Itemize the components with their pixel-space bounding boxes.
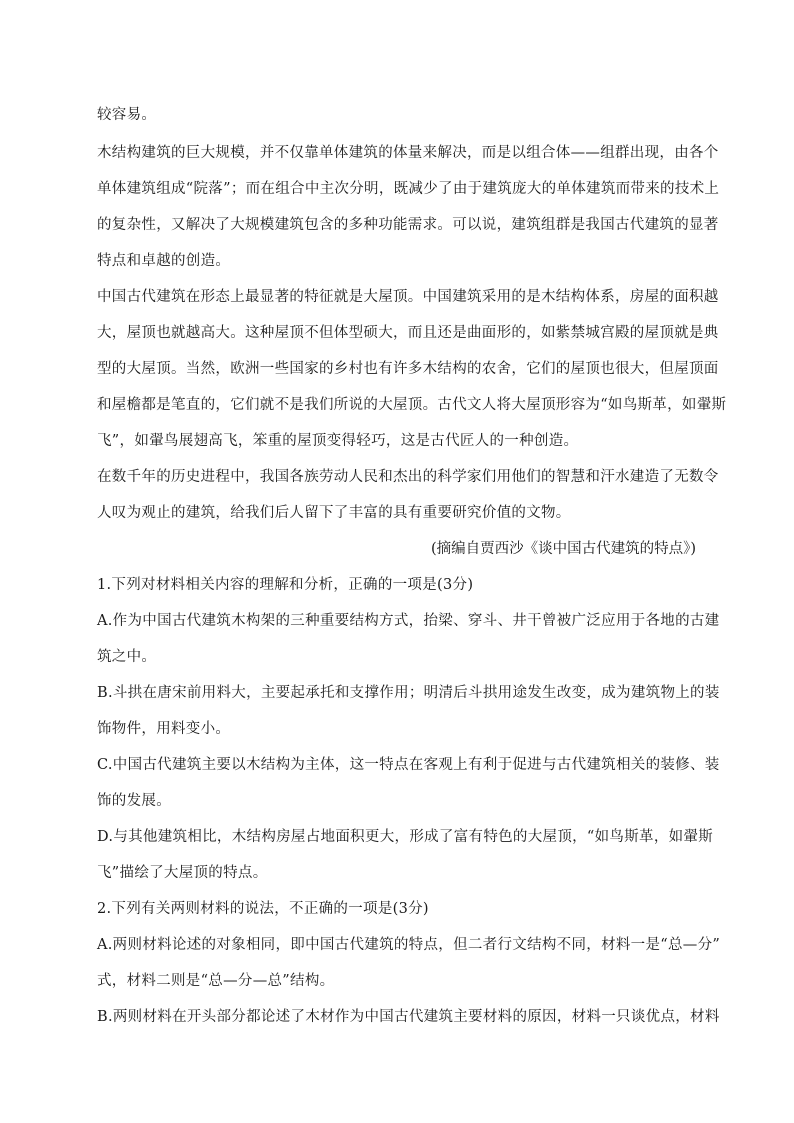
text-line: 飞”，如翬鸟展翅高飞，笨重的屋顶变得轻巧，这是古代匠人的一种创造。 bbox=[97, 433, 579, 449]
text-line: 在数千年的历史进程中，我国各族劳动人民和杰出的科学家们用他们的智慧和汗水建造了无数令 bbox=[97, 469, 719, 485]
answer-option: B.斗拱在唐宋前用料大，主要起承托和支撑作用；明清后斗拱用途发生改变，成为建筑物上的装 bbox=[97, 685, 720, 701]
text-line: 中国古代建筑在形态上最显著的特征就是大屋顶。中国建筑采用的是木结构体系，房屋的面积越 bbox=[97, 289, 719, 305]
answer-option: 飞”描绘了大屋顶的特点。 bbox=[97, 865, 268, 881]
text-line: 较容易。 bbox=[97, 107, 157, 123]
answer-option: B.两则材料在开头部分都论述了木材作为中国古代建筑主要材料的原因，材料一只谈优点，材料 bbox=[97, 1009, 720, 1025]
answer-option: 式，材料二则是“总—分—总”结构。 bbox=[97, 973, 335, 989]
answer-option: 饰的发展。 bbox=[97, 793, 171, 809]
answer-option: 筑之中。 bbox=[97, 649, 157, 665]
text-line: 特点和卓越的创造。 bbox=[97, 253, 231, 269]
text-line: 单体建筑组成“院落”；而在组合中主次分明，既减少了由于建筑庞大的单体建筑而带来的技术上 bbox=[97, 181, 720, 197]
source-citation: (摘编自贾西沙《谈中国古代建筑的特点》) bbox=[430, 541, 696, 557]
text-line: 大，屋顶也就越高大。这种屋顶不但体型硕大，而且还是曲面形的，如紫禁城宫殿的屋顶就是典 bbox=[97, 325, 719, 341]
text-line: 木结构建筑的巨大规模，并不仅靠单体建筑的体量来解决，而是以组合体——组群出现，由各个 bbox=[97, 145, 719, 161]
text-line: 和屋檐都是笔直的，它们就不是我们所说的大屋顶。古代文人将大屋顶形容为“如鸟斯革，如翬斯 bbox=[97, 397, 727, 413]
answer-option: C.中国古代建筑主要以木结构为主体，这一特点在客观上有利于促进与古代建筑相关的装修、装 bbox=[97, 757, 720, 773]
answer-option: A.两则材料论述的对象相同，即中国古代建筑的特点，但二者行文结构不同，材料一是“总—分” bbox=[97, 937, 721, 953]
answer-option: A.作为中国古代建筑木构架的三种重要结构方式，抬梁、穿斗、井干曾被广泛应用于各地的古建 bbox=[97, 613, 720, 629]
text-line: 的复杂性，又解决了大规模建筑包含的多种功能需求。可以说，建筑组群是我国古代建筑的显著 bbox=[97, 217, 719, 233]
text-line: 型的大屋顶。当然，欧洲一些国家的乡村也有许多木结构的农舍，它们的屋顶也很大，但屋顶面 bbox=[97, 361, 719, 377]
text-line: 人叹为观止的建筑，给我们后人留下了丰富的具有重要研究价值的文物。 bbox=[97, 505, 571, 521]
answer-option: D.与其他建筑相比，木结构房屋占地面积更大，形成了富有特色的大屋顶，“如鸟斯革，如翬斯 bbox=[97, 829, 714, 845]
question-stem: 1.下列对材料相关内容的理解和分析，正确的一项是(3分) bbox=[97, 577, 474, 593]
answer-option: 饰物件，用料变小。 bbox=[97, 721, 231, 737]
question-stem: 2.下列有关两则材料的说法，不正确的一项是(3分) bbox=[97, 901, 429, 917]
